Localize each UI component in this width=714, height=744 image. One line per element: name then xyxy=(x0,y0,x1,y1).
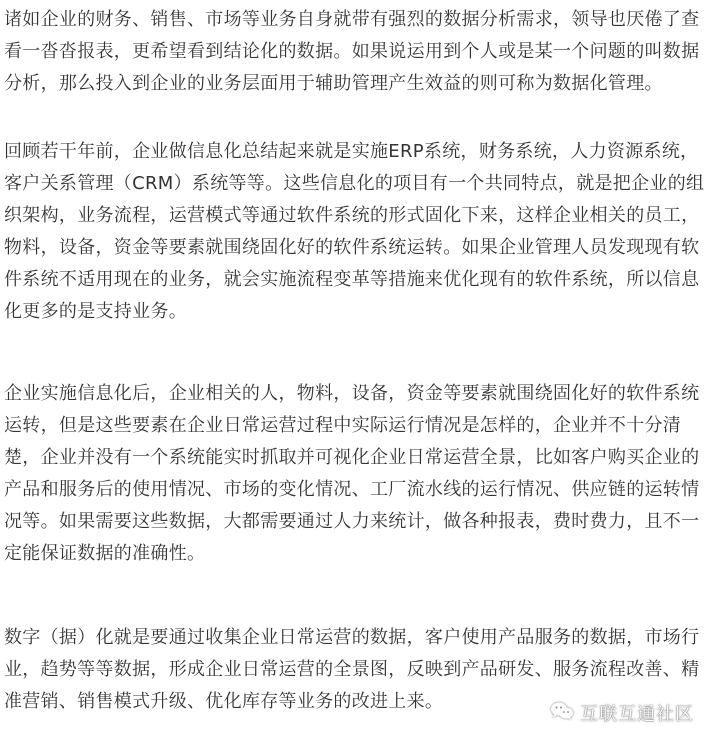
wechat-icon xyxy=(550,701,574,726)
paragraph-line: 业，趋势等等数据，形成企业日常运营的全景图，反映到产品研发、服务流程改善、精 xyxy=(4,659,700,680)
paragraph-line: 回顾若干年前，企业做信息化总结起来就是实施ERP系统，财务系统，人力资源系统， xyxy=(4,141,699,162)
paragraph-line: 看一沓沓报表，更希望看到结论化的数据。如果说运用到个人或是某一个问题的叫数据 xyxy=(4,41,700,62)
paragraph-line: 楚，企业并没有一个系统能实时抓取并可视化企业日常运营全景，比如客户购买企业的 xyxy=(4,447,700,468)
paragraph-line: 定能保证数据的准确性。 xyxy=(4,543,206,564)
paragraph-line: 产品和服务后的使用情况、市场的变化情况、工厂流水线的运行情况、供应链的运转情 xyxy=(4,479,700,500)
paragraph-1 xyxy=(4,4,699,100)
watermark xyxy=(550,700,694,726)
paragraph-line: 织架构，业务流程，运营模式等通过软件系统的形式固化下来，这样企业相关的员工， xyxy=(4,205,700,226)
paragraph-line: 诸如企业的财务、销售、市场等业务自身就带有强烈的数据分析需求，领导也厌倦了查 xyxy=(4,9,700,30)
watermark-text: 互联互通社区 xyxy=(580,704,694,725)
paragraph-3 xyxy=(4,378,699,570)
paragraph-line: 运转，但是这些要素在企业日常运营过程中实际运行情况是怎样的，企业并不十分清 xyxy=(4,415,682,436)
paragraph-line: 物料，设备，资金等要素就围绕固化好的软件系统运转。如果企业管理人员发现现有软 xyxy=(4,237,700,258)
paragraph-line: 分析，那么投入到企业的业务层面用于辅助管理产生效益的则可称为数据化管理。 xyxy=(4,73,663,94)
paragraph-line: 客户关系管理（CRM）系统等等。这些信息化的项目有一个共同特点，就是把企业的组 xyxy=(4,173,705,194)
paragraph-line: 况等。如果需要这些数据，大都需要通过人力来统计，做各种报表，费时费力，且不一 xyxy=(4,511,700,532)
paragraph-line: 件系统不适用现在的业务，就会实施流程变革等措施来优化现有的软件系统，所以信息 xyxy=(4,269,700,290)
paragraph-2 xyxy=(4,136,704,328)
paragraph-line: 准营销、销售模式升级、优化库存等业务的改进上来。 xyxy=(4,691,444,712)
paragraph-line: 企业实施信息化后，企业相关的人，物料，设备，资金等要素就围绕固化好的软件系统 xyxy=(4,383,700,404)
paragraph-line: 化更多的是支持业务。 xyxy=(4,301,187,322)
paragraph-line: 数字（据）化就是要通过收集企业日常运营的数据，客户使用产品服务的数据，市场行 xyxy=(4,627,700,648)
